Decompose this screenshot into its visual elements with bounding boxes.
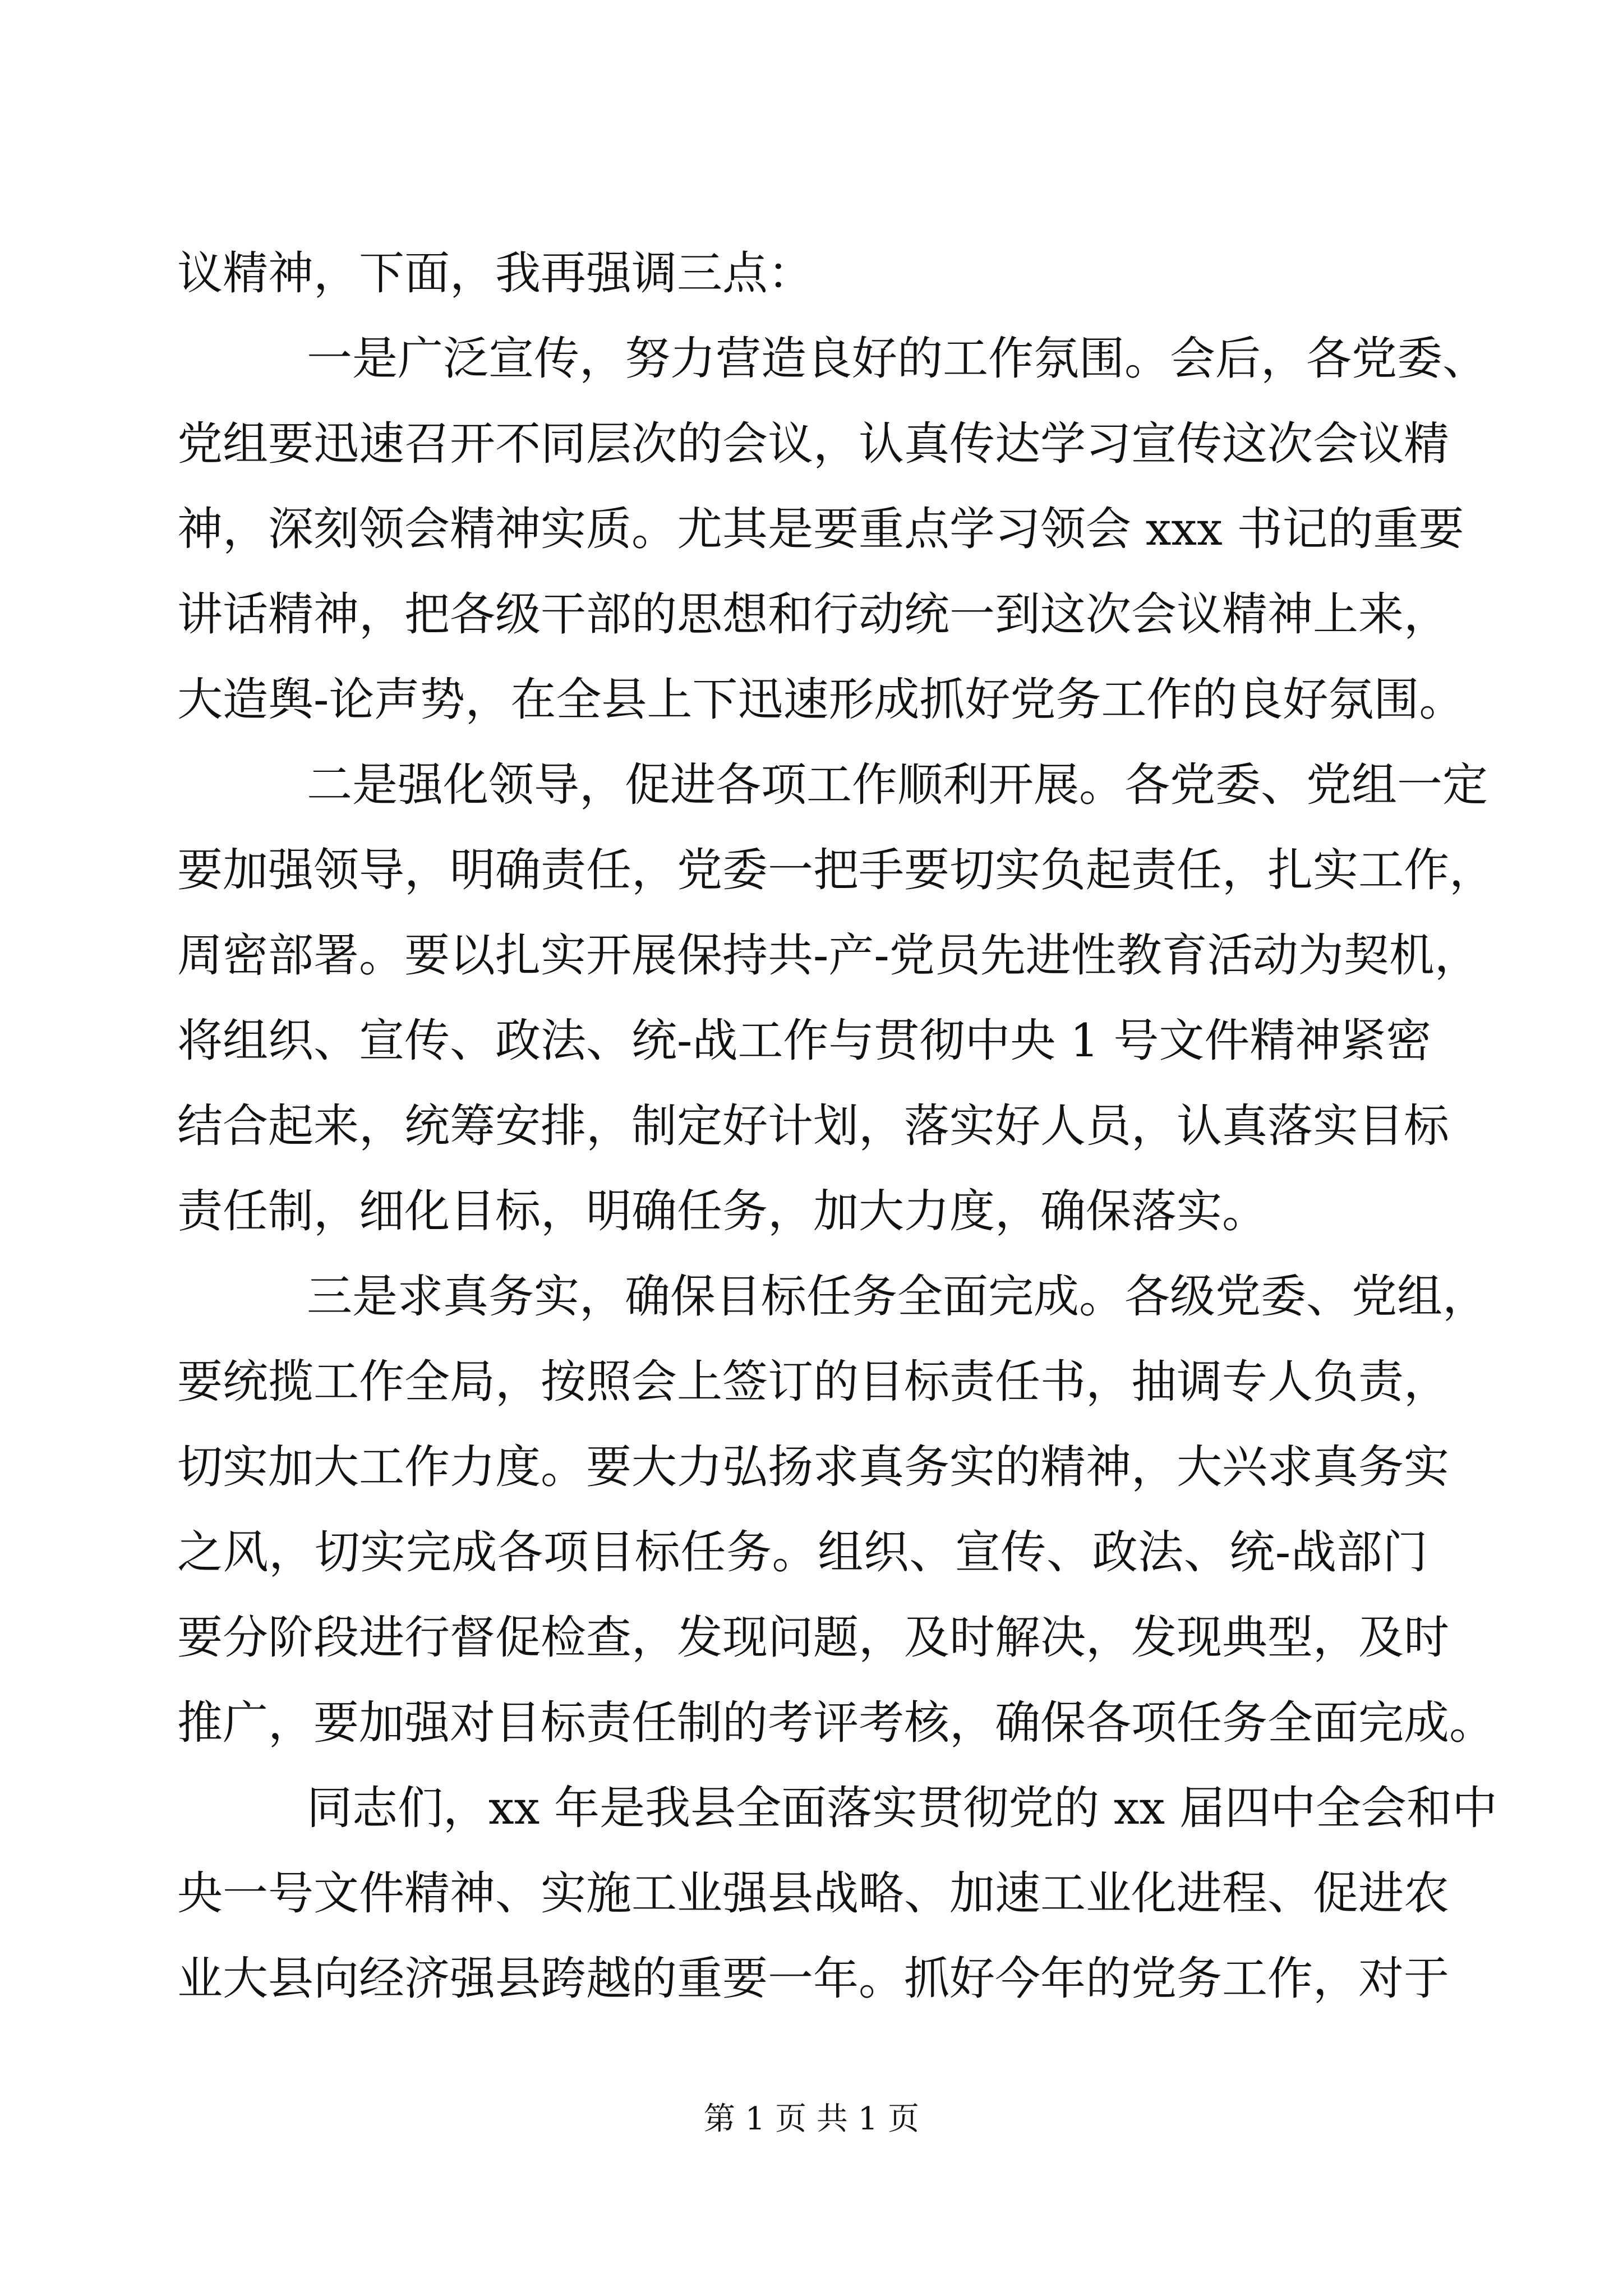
body-line: 神，深刻领会精神实质。尤其是要重点学习领会 xxx 书记的重要	[177, 503, 1464, 556]
body-line: 要分阶段进行督促检查，发现问题，及时解决，发现典型，及时	[177, 1612, 1450, 1664]
body-line: 周密部署。要以扎实开展保持共-产-党员先进性教育活动为契机，	[177, 930, 1480, 982]
body-line: 大造舆-论声势，在全县上下迅速形成抓好党务工作的良好氛围。	[177, 674, 1465, 726]
body-line: 二是强化领导，促进各项工作顺利开展。各党委、党组一定	[307, 759, 1488, 812]
body-line: 议精神，下面，我再强调三点：	[177, 247, 814, 300]
body-line: 责任制，细化目标，明确任务，加大力度，确保落实。	[177, 1185, 1268, 1238]
body-line: 一是广泛宣传，努力营造良好的工作氛围。会后，各党委、	[307, 333, 1488, 385]
body-line: 讲话精神，把各级干部的思想和行动统一到这次会议精神上来，	[177, 588, 1450, 641]
body-line: 党组要迅速召开不同层次的会议，认真传达学习宣传这次会议精	[177, 418, 1450, 471]
body-line: 业大县向经济强县跨越的重要一年。抓好今年的党务工作，对于	[177, 1953, 1450, 2005]
body-line: 同志们，xx 年是我县全面落实贯彻党的 xx 届四中全会和中	[307, 1782, 1497, 1835]
page-number-footer: 第 1 页 共 1 页	[703, 2101, 920, 2137]
body-line: 切实加大工作力度。要大力弘扬求真务实的精神，大兴求真务实	[177, 1441, 1450, 1494]
body-line: 将组织、宣传、政法、统-战工作与贯彻中央 1 号文件精神紧密	[177, 1015, 1432, 1068]
body-line: 结合起来，统筹安排，制定好计划，落实好人员，认真落实目标	[177, 1100, 1450, 1153]
body-line: 之风，切实完成各项目标任务。组织、宣传、政法、统-战部门	[177, 1526, 1428, 1579]
body-line: 推广，要加强对目标责任制的考评考核，确保各项任务全面完成。	[177, 1697, 1495, 1750]
body-line: 央一号文件精神、实施工业强县战略、加速工业化进程、促进农	[177, 1867, 1450, 1920]
body-line: 要统揽工作全局，按照会上签订的目标责任书，抽调专人负责，	[177, 1356, 1450, 1409]
body-line: 三是求真务实，确保目标任务全面完成。各级党委、党组，	[307, 1271, 1488, 1323]
body-line: 要加强领导，明确责任，党委一把手要切实负起责任，扎实工作，	[177, 844, 1495, 897]
